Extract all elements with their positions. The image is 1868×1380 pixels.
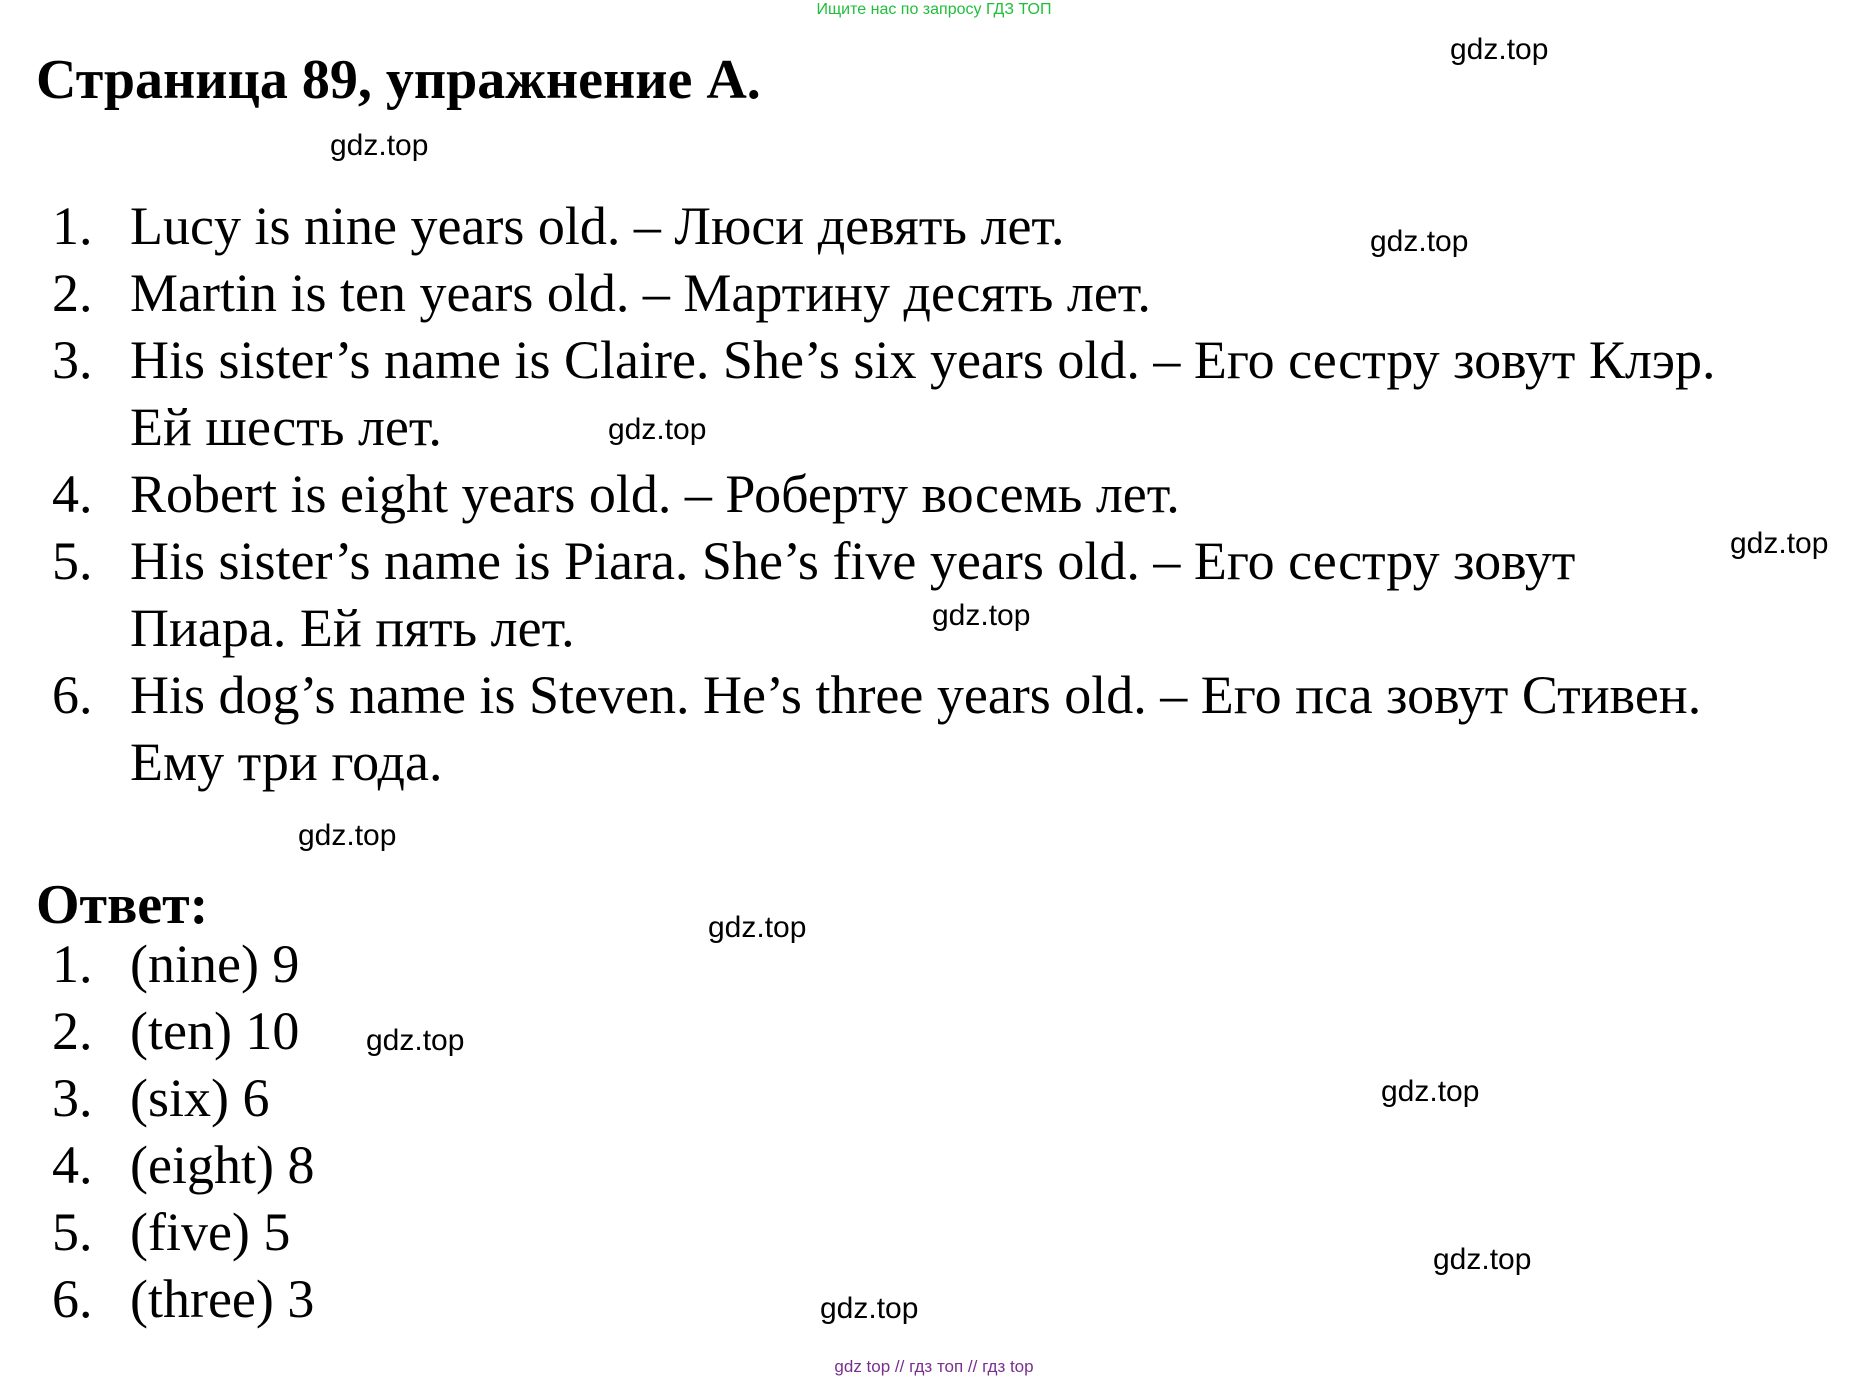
answer-number: 6.: [52, 1269, 93, 1329]
item-text: Ей шесть лет.: [130, 397, 442, 457]
watermark: gdz.top: [608, 413, 707, 446]
item-text: Lucy is nine years old. – Люси девять лет.: [130, 196, 1065, 256]
watermark: gdz.top: [1433, 1243, 1532, 1276]
item-number: 1.: [52, 196, 93, 256]
top-banner-note: Ищите нас по запросу ГДЗ ТОП: [816, 1, 1052, 18]
answer-number: 5.: [52, 1202, 93, 1262]
answer-text: (nine) 9: [130, 934, 300, 994]
answer-text: (three) 3: [130, 1269, 315, 1329]
answer-text: (ten) 10: [130, 1001, 300, 1061]
item-number: 5.: [52, 531, 93, 591]
watermark: gdz.top: [1370, 225, 1469, 258]
answer-number: 1.: [52, 934, 93, 994]
watermark: gdz.top: [1381, 1075, 1480, 1108]
item-number: 2.: [52, 263, 93, 323]
page-title: Страница 89, упражнение A.: [36, 49, 761, 111]
item-number: 4.: [52, 464, 93, 524]
answer-heading: Ответ:: [36, 874, 209, 936]
watermark: gdz.top: [366, 1024, 465, 1057]
item-number: 6.: [52, 665, 93, 725]
item-text: His dog’s name is Steven. He’s three years old. – Его пса зовут Стивен.: [130, 665, 1702, 725]
item-text: Robert is eight years old. – Роберту восемь лет.: [130, 464, 1180, 524]
answer-text: (five) 5: [130, 1202, 291, 1262]
item-number: 3.: [52, 330, 93, 390]
item-text: His sister’s name is Piara. She’s five years old. – Его сестру зовут: [130, 531, 1576, 591]
item-text: Martin is ten years old. – Мартину десять лет.: [130, 263, 1151, 323]
watermark: gdz.top: [1730, 527, 1829, 560]
watermark: gdz.top: [708, 911, 807, 944]
answer-text: (six) 6: [130, 1068, 270, 1128]
answer-text: (eight) 8: [130, 1135, 315, 1195]
answer-number: 4.: [52, 1135, 93, 1195]
watermark: gdz.top: [820, 1292, 919, 1325]
item-text: His sister’s name is Claire. She’s six years old. – Его сестру зовут Клэр.: [130, 330, 1716, 390]
watermark: gdz.top: [1450, 33, 1549, 66]
bottom-banner-note: gdz top // гдз топ // гдз top: [834, 1357, 1034, 1376]
item-text: Ему три года.: [130, 732, 443, 792]
answer-number: 3.: [52, 1068, 93, 1128]
item-text: Пиара. Ей пять лет.: [130, 598, 575, 658]
answer-number: 2.: [52, 1001, 93, 1061]
watermark: gdz.top: [298, 819, 397, 852]
watermark: gdz.top: [932, 599, 1031, 632]
watermark: gdz.top: [330, 129, 429, 162]
